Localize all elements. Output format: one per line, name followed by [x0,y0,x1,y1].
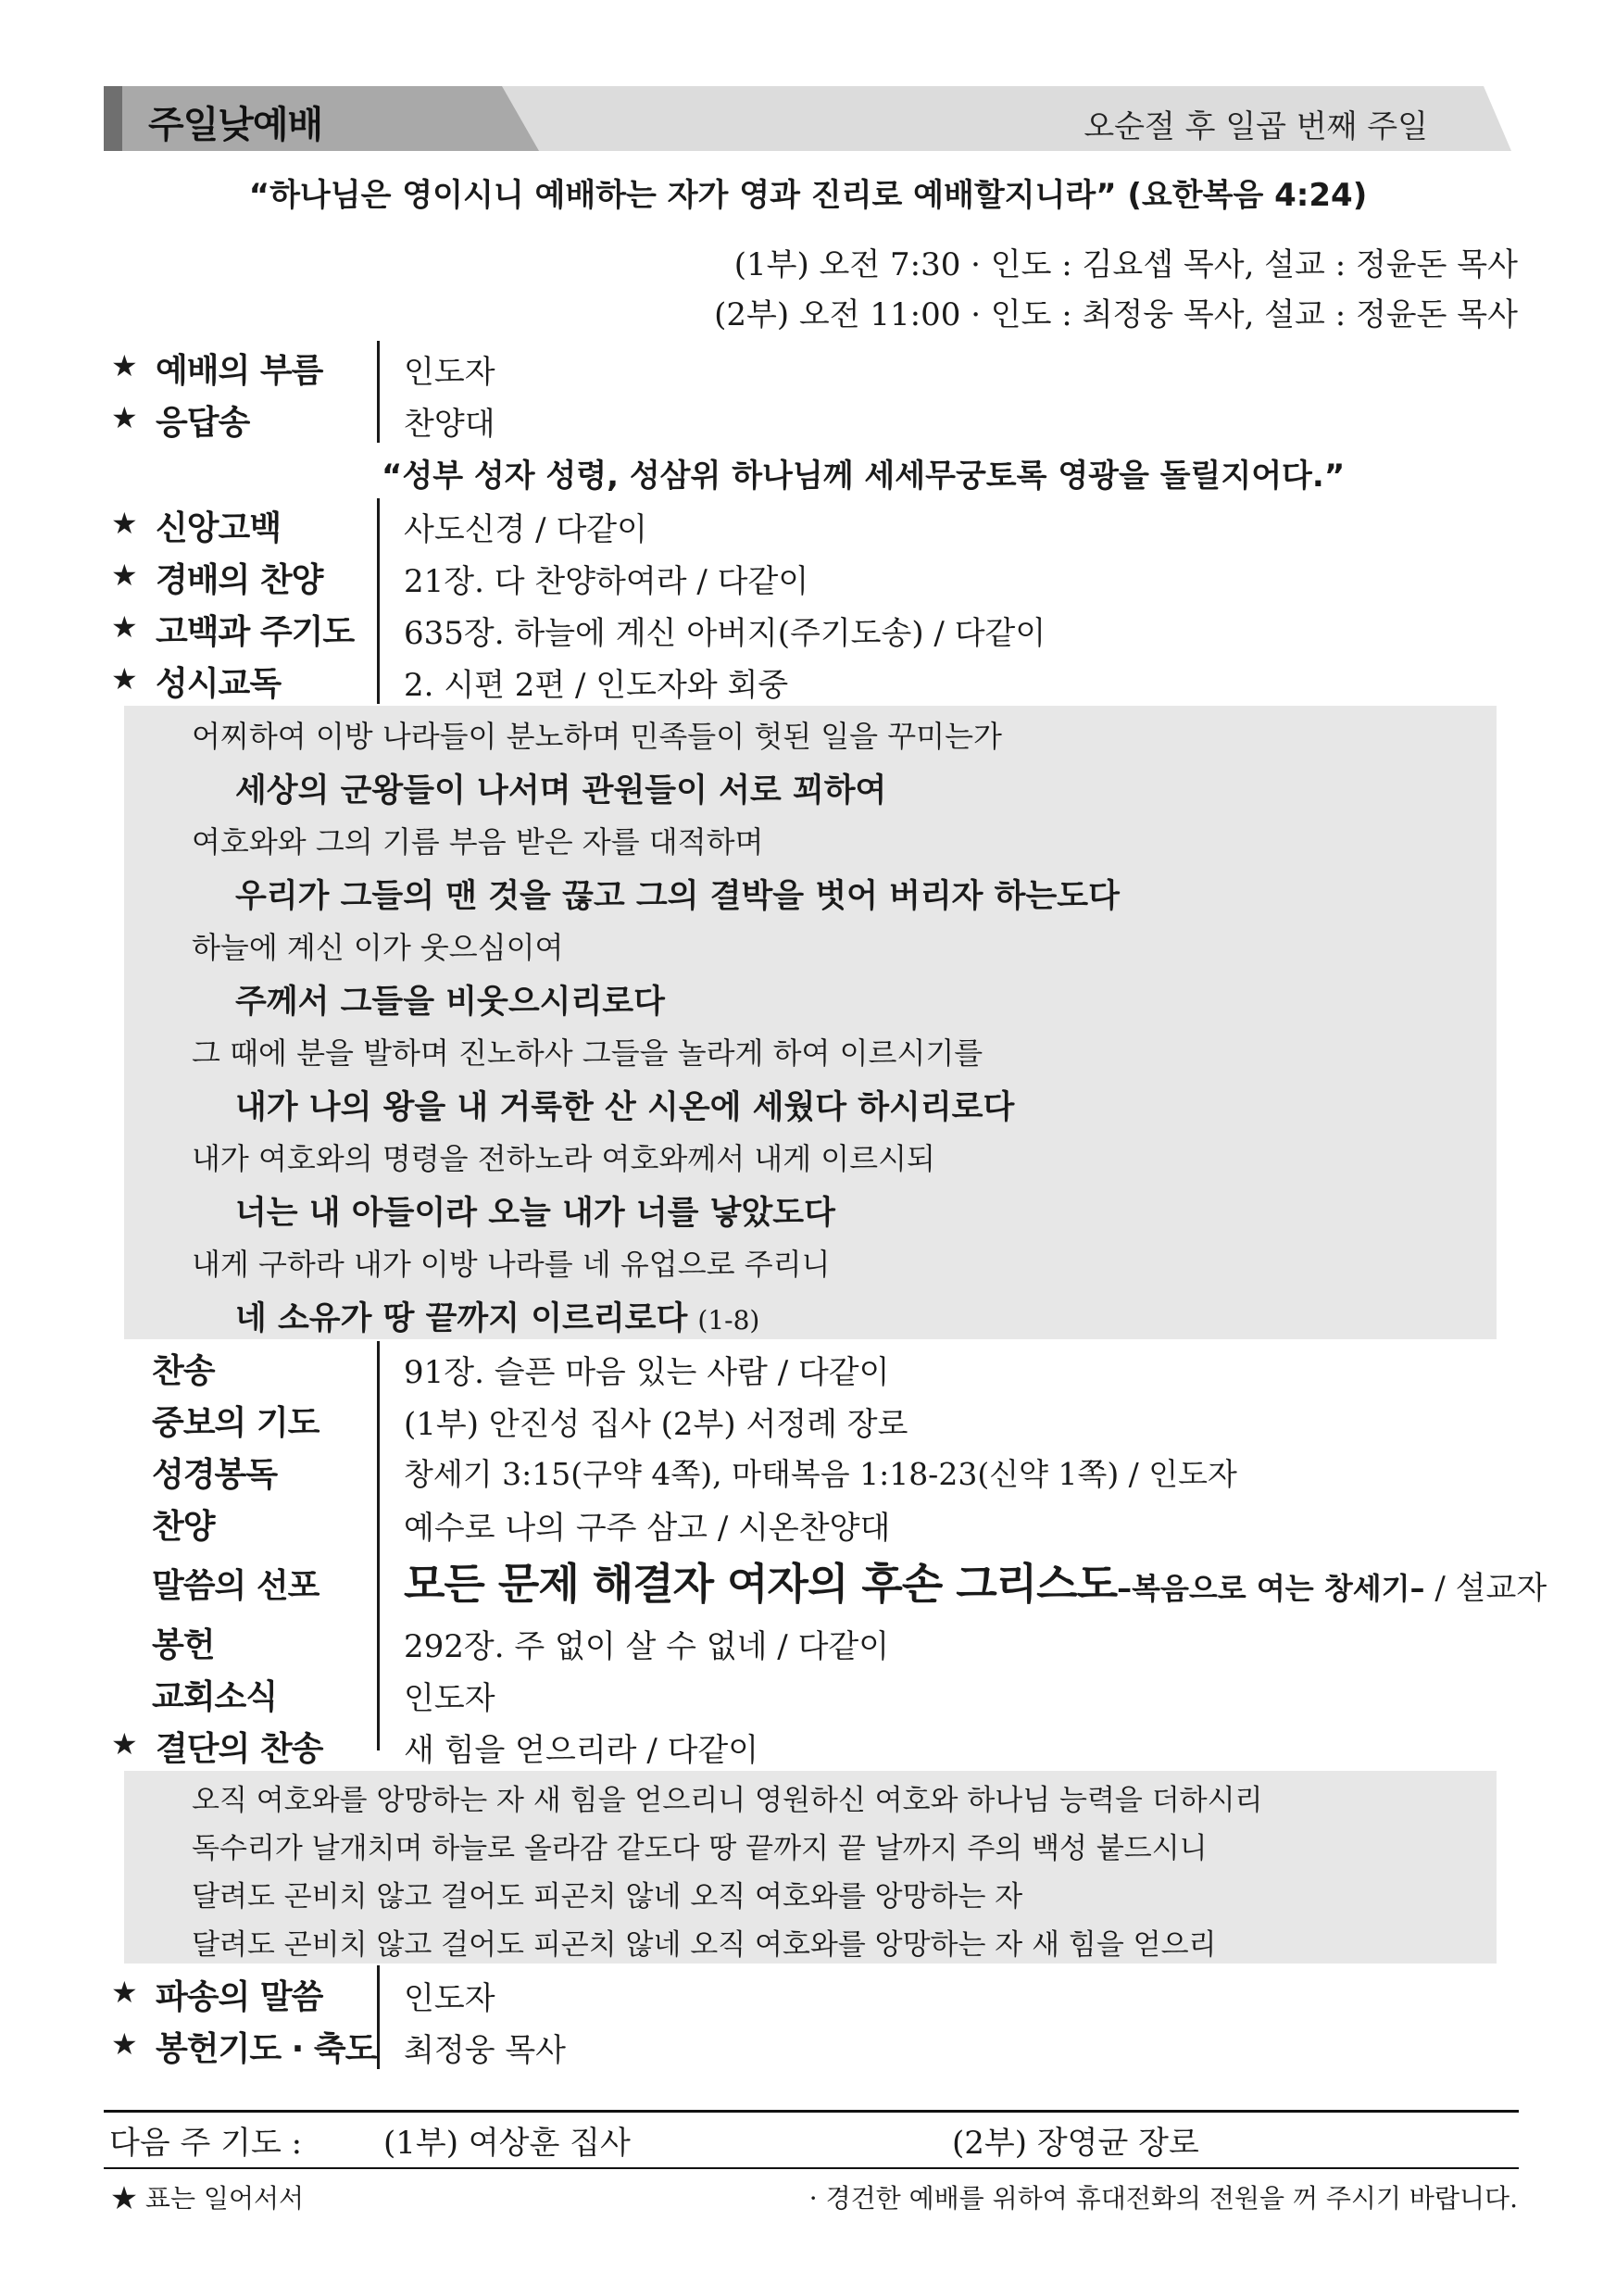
order-value: 21장. 다 찬양하여라 / 다같이 [404,563,809,600]
psalm-line: 우리가 그들의 맨 것을 끊고 그의 결박을 벗어 버리자 하는도다 [235,878,1120,915]
order-label: 말씀의 선포 [152,1567,319,1605]
stand-star-icon: ★ [111,609,138,645]
psalm-text: 네 소유가 땅 끝까지 이르리로다 [235,1300,688,1337]
order-item [111,1391,1519,1443]
order-value: 예수로 나의 구주 삼고 / 시온찬양대 [404,1510,891,1547]
psalm-line: 여호와와 그의 기름 부음 받은 자를 대적하며 [192,824,764,859]
next-week-prayer-2: (2부) 장영균 장로 [952,2125,1199,2162]
psalm-line: 주께서 그들을 비웃으시리로다 [235,984,665,1021]
sermon-title: 모든 문제 해결자 여자의 후손 그리스도 [404,1559,1118,1609]
lyric-line: 달려도 곤비치 않고 걸어도 피곤치 않네 오직 여호와를 앙망하는 자 새 힘을 얻으리 [192,1928,1217,1962]
lyric-line: 오직 여호와를 앙망하는 자 새 힘을 얻으리니 영원하신 여호와 하나님 능력을 더하시리 [192,1784,1263,1817]
order-item [111,652,1519,704]
order-value: 최정웅 목사 [404,2032,567,2069]
order-label: 응답송 [156,404,250,442]
order-label: 교회소식 [152,1678,278,1716]
psalm-reference: (1-8) [697,1305,760,1336]
sermon-row [111,1550,1547,1612]
order-item [111,1665,1519,1717]
phone-notice: · 경건한 예배를 위하여 휴대전화의 전원을 꺼 주시기 바랍니다. [808,2183,1518,2214]
psalm-line: 내가 나의 왕을 내 거룩한 산 시온에 세웠다 하시리로다 [235,1089,1015,1126]
header-band [104,86,1511,151]
header-tab-edge [104,86,122,151]
order-value: 인도자 [404,354,495,391]
stand-star-icon: ★ [111,400,138,435]
next-week-label: 다음 주 기도 : [109,2125,303,2162]
order-label: 신앙고백 [156,509,282,547]
order-item [111,600,1519,652]
footer-rule-top [104,2110,1519,2113]
standing-note: ★ 표는 일어서서 [111,2183,305,2214]
psalm-line: 어찌하여 이방 나라들이 분노하며 민족들이 헛된 일을 꾸미는가 [192,719,1002,754]
lyric-line: 독수리가 날개치며 하늘로 올라감 같도다 땅 끝까지 끝 날까지 주의 백성 붙드시니 [192,1832,1208,1865]
stand-star-icon: ★ [111,348,138,383]
order-label: 경배의 찬양 [156,561,323,599]
order-item [111,339,1519,391]
order-value: 635장. 하늘에 계신 아버지(주기도송) / 다같이 [404,615,1046,652]
order-value: 사도신경 / 다같이 [404,511,647,548]
order-label: 중보의 기도 [152,1404,319,1442]
psalm-line: 내가 여호와의 명령을 전하노라 여호와께서 내게 이르시되 [192,1141,935,1176]
psalm-line: 그 때에 분을 발하며 진노하사 그들을 놀라게 하여 이르시기를 [192,1035,983,1071]
order-label: 성경봉독 [152,1456,278,1494]
order-value: 인도자 [404,1680,495,1717]
order-item [111,1717,1519,1769]
psalm-line: 세상의 군왕들이 나서며 관원들이 서로 꾀하여 [235,772,887,809]
sermon-preacher: / 설교자 [1424,1570,1547,1607]
order-value: 2. 시편 2편 / 인도자와 회중 [404,667,789,704]
order-label: 봉헌기도 · 축도 [156,2030,377,2068]
order-label: 예배의 부름 [156,352,323,390]
gloria-patri: “성부 성자 성령, 성삼위 하나님께 세세무궁토록 영광을 돌릴지어다.” [382,458,1346,495]
theme-quote: “하나님은 영이시니 예배하는 자가 영과 진리로 예배할지니라” (요한복음 4:24) [248,177,1368,214]
footer-rule-bottom [104,2167,1519,2169]
order-label: 찬송 [152,1352,215,1390]
service-time-2: (2부) 오전 11:00 · 인도 : 최정웅 목사, 설교 : 정윤돈 목사 [714,296,1518,333]
order-label: 결단의 찬송 [156,1730,323,1768]
sermon-value [404,1550,1547,1612]
sermon-subtitle: –복음으로 여는 창세기– [1117,1571,1425,1606]
order-item [111,2017,1519,2069]
order-label: 봉헌 [152,1626,215,1664]
order-value: 91장. 슬픈 마음 있는 사람 / 다같이 [404,1354,890,1391]
psalm-line: 하늘에 계신 이가 웃으심이여 [192,930,564,965]
order-value: 찬양대 [404,406,495,443]
stand-star-icon: ★ [111,558,138,593]
order-value: 창세기 3:15(구약 4쪽), 마태복음 1:18-23(신약 1쪽) / 인도자 [404,1456,1237,1492]
order-item [111,1965,1519,2017]
order-label: 찬양 [152,1508,215,1546]
stand-star-icon: ★ [111,2026,138,2062]
stand-star-icon: ★ [111,506,138,541]
psalm-line [235,1293,759,1339]
stand-star-icon: ★ [111,1726,138,1762]
order-label: 파송의 말씀 [156,1978,323,2016]
stand-star-icon: ★ [111,1975,138,2010]
stand-star-icon: ★ [111,661,138,696]
service-time-1: (1부) 오전 7:30 · 인도 : 김요셉 목사, 설교 : 정윤돈 목사 [733,246,1518,283]
order-label: 고백과 주기도 [156,613,355,651]
order-item [111,1495,1519,1547]
order-item [111,496,1519,548]
psalm-line: 너는 내 아들이라 오늘 내가 너를 낳았도다 [235,1195,835,1232]
order-item [111,1613,1519,1665]
order-item [111,548,1519,600]
order-item [111,1339,1519,1391]
page-subtitle: 오순절 후 일곱 번째 주일 [1084,108,1428,145]
order-value: 292장. 주 없이 살 수 없네 / 다같이 [404,1628,890,1665]
page-title: 주일낮예배 [148,104,323,146]
order-value: (1부) 안진성 집사 (2부) 서정례 장로 [404,1406,908,1443]
order-value: 새 힘을 얻으리라 / 다같이 [404,1732,759,1769]
order-item [111,391,1519,443]
lyric-line: 달려도 곤비치 않고 걸어도 피곤치 않네 오직 여호와를 앙망하는 자 [192,1880,1023,1913]
psalm-line: 내게 구하라 내가 이방 나라를 네 유업으로 주리니 [192,1247,831,1282]
order-value: 인도자 [404,1980,495,2017]
order-label: 성시교독 [156,665,282,703]
next-week-prayer-1: (1부) 여상훈 집사 [383,2125,631,2162]
order-item [111,1443,1519,1495]
